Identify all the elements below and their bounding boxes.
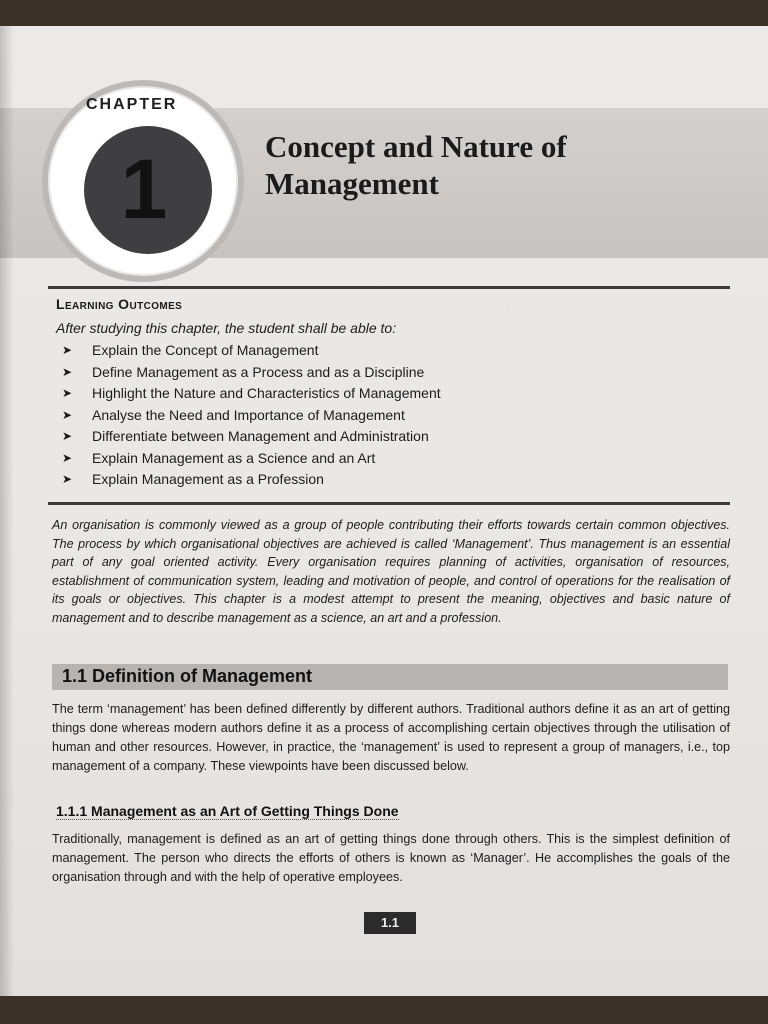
arrow-bullet-icon: ➤	[62, 450, 73, 465]
divider-bottom	[48, 502, 730, 505]
chapter-intro-paragraph: An organisation is commonly viewed as a group of people contributing their efforts towards certain common objectives. The process by which organisational objectives are achieved is called ‘Management’. Thus management is an essential part of any goal oriented activity. Every organisation requires planning of activities, organisation of resources, establishment of communication system, leading and motivation of people, and control of operations for the realisation of its goals or objectives. This chapter is a modest attempt to present the meaning, objectives and basic nature of management and to describe management as a science, an art and a profession.	[52, 518, 730, 625]
arrow-bullet-icon: ➤	[62, 386, 73, 400]
section-1-1-1-paragraph: Traditionally, management is defined as an art of getting things done through others. This is the simplest definition of management. The person who directs the efforts of others is known as ‘Manager’. He accomplishes the goals of the organisation through and with the help of operative employees.	[52, 832, 730, 884]
chapter-label: CHAPTER	[86, 96, 178, 113]
list-item: ➤ Explain the Concept of Management	[62, 340, 441, 362]
page-number: 1.1	[364, 912, 416, 934]
learning-outcomes-heading: Learning Outcomes	[56, 296, 183, 312]
list-item: ➤ Explain Management as a Profession	[62, 469, 441, 491]
chapter-title-line1: Concept and Nature of	[265, 129, 567, 164]
arrow-bullet-icon: ➤	[62, 429, 73, 443]
chapter-title	[265, 128, 725, 202]
arrow-bullet-icon: ➤	[62, 343, 73, 357]
arrow-bullet-icon: ➤	[62, 407, 73, 422]
list-item: ➤ Explain Management as a Science and an Art	[62, 448, 441, 470]
page-spine-shadow	[0, 26, 14, 996]
learning-outcomes-intro: After studying this chapter, the student shall be able to:	[56, 320, 397, 336]
list-item: ➤ Analyse the Need and Importance of Management	[62, 405, 441, 427]
list-item: ➤ Highlight the Nature and Characteristics of Management	[62, 383, 441, 405]
arrow-bullet-icon: ➤	[62, 364, 73, 379]
learning-outcomes-list	[62, 340, 441, 491]
list-item: ➤ Differentiate between Management and Administration	[62, 426, 441, 448]
chapter-title-line2: Management	[265, 166, 439, 201]
divider-top	[48, 286, 730, 289]
arrow-bullet-icon: ➤	[62, 472, 73, 486]
subsection-heading-1-1-1: 1.1.1 Management as an Art of Getting Things Done	[56, 803, 399, 819]
list-item: ➤ Define Management as a Process and as a Discipline	[62, 362, 441, 384]
section-1-1-paragraph: The term ‘management’ has been defined differently by different authors. Traditional authors define it as an art of getting things done whereas modern authors define it as a process of accomplishing certain objectives through the utilisation of human and other resources. However, in practice, the ‘management’ is used to represent a group of managers, i.e., top management of a company. These viewpoints have been discussed below.	[52, 702, 730, 773]
chapter-number: 1	[120, 142, 168, 236]
section-heading-1-1: 1.1 Definition of Management	[62, 666, 313, 686]
